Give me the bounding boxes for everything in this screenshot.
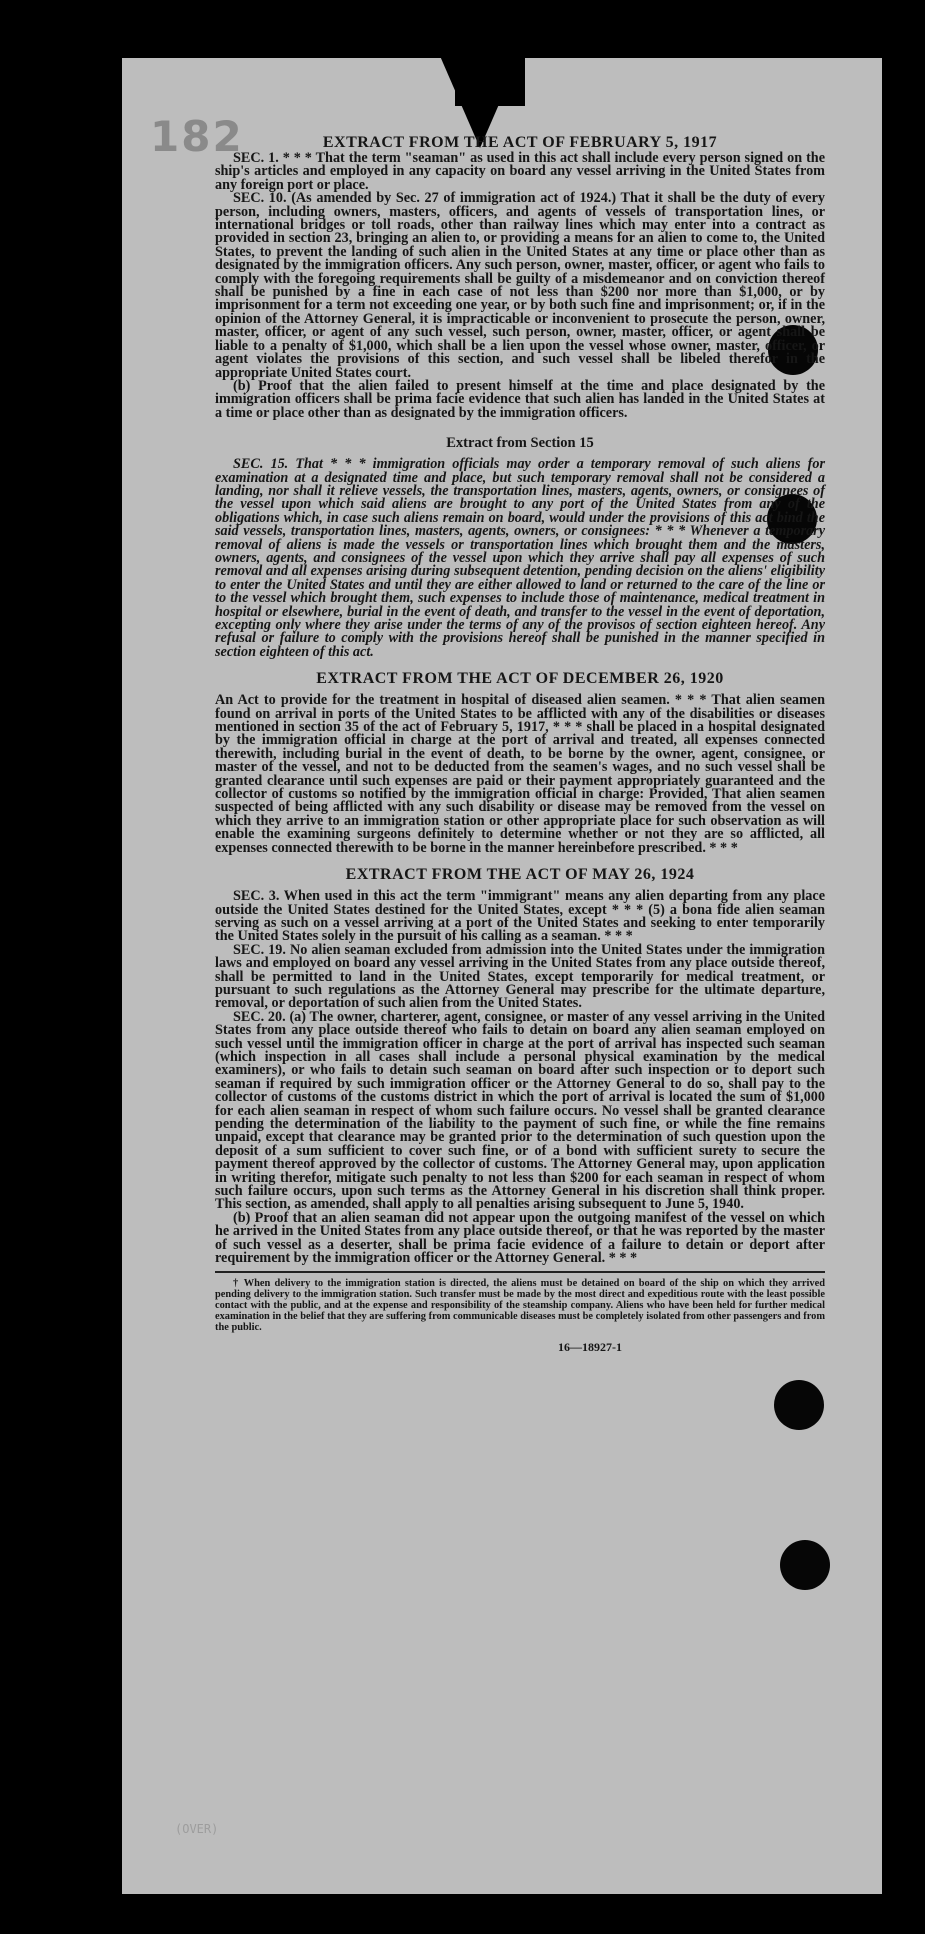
- heading-act-1917: EXTRACT FROM THE ACT OF FEBRUARY 5, 1917: [322, 134, 718, 151]
- sec-20-b: (b) Proof that an alien seaman did not appear upon the outgoing manifest of the vessel on which he arrived in the United States from any place outside thereof, or that he was reported by the master of such vessel as a deserter, shall be prima facie evidence of a failure to detain or deport after requirement by the immigration officer or the Attorney General. * * *: [215, 1209, 825, 1267]
- heading-act-1924: EXTRACT FROM THE ACT OF MAY 26, 1924: [345, 866, 695, 884]
- sec-20-a: SEC. 20. (a) The owner, charterer, agent, consignee, or master of any vessel arriving in the United States from any place outside thereof who fails to detain on board any alien seaman employed on such vessel until the immigration officer in charge at the port of arrival has inspected such seaman (which inspection in all cases shall include a personal physical examination by the medical examiners), or who fails to detain such seaman on board after such inspection or to deport such seaman if required by such immigration officer or the Attorney General to do so, shall pay to the collector of customs of the customs district in which the port of arrival is located the sum of $1,000 for each alien seaman in respect of whom such failure occurs. No vessel shall be granted clearance pending the determination of the liability to the payment of such fine, or while the fine remains unpaid, except that clearance may be granted prior to the determination of such question upon the deposit of a sum sufficient to cover such fine, or of a bond with sufficient surety to secure the payment thereof approved by the collector of customs. The Attorney General may, upon application in writing therefor, mitigate such penalty to not less than $200 for each seaman in respect of whom such failure occurs, upon such terms as the Attorney General in his discretion shall think proper. This section, as amended, shall apply to all penalties arising subsequent to June 5, 1940.: [215, 1008, 825, 1213]
- sec-1: SEC. 1. * * * That the term "seaman" as used in this act shall include every person signed on the ship's articles and employed in any capacity on board any vessel arriving in the United States from any foreign port or place.: [215, 150, 825, 193]
- footnote-divider: [215, 1271, 825, 1273]
- sec-15: SEC. 15. That * * * immigration officials may order a temporary removal of such aliens for examination at a designated time and place, but such temporary removal shall not be considered a landing, nor shall it relieve vessels, the transportation lines, masters, agents, owners, or consignees of the vessel upon which said aliens are brought to any port of the United States from any of the obligations which, in case such aliens remain on board, would under the provisions of this act bind the said vessels, transportation lines, masters, agents, owners, or consignees: * * * Whenever a temporary removal of aliens is made the vessels or transportation lines which brought them and the masters, owners, agents, and consignees of the vessel upon which they arrive shall pay all expenses of such removal and all expenses arising during subsequent detention, pending decision on the aliens' eligibility to enter the United States and until they are either allowed to land or returned to the care of the line or to the vessel which brought them, such expenses to include those of maintenance, medical treatment in hospital or elsewhere, burial in the event of death, and transfer to the vessel in the event of deportation, excepting only where they arise under the terms of any of the provisos of section eighteen hereof. Any refusal or failure to comply with the provisions hereof shall be punished in the manner specified in section eighteen of this act.: [215, 456, 825, 660]
- sec-19: SEC. 19. No alien seaman excluded from admission into the United States under the immigration laws and employed on board any vessel arriving in the United States from any place outside thereof, shall be permitted to land in the United States, except temporarily for medical treatment, or pursuant to such regulations as the Attorney General may prescribe for the ultimate departure, removal, or deportation of such alien from the United States.: [215, 941, 825, 1012]
- torn-corner-fill: [455, 56, 525, 106]
- heading-section-15: Extract from Section 15: [446, 435, 594, 452]
- sec-10-b: (b) Proof that the alien failed to present himself at the time and place designated by the immigration officers shall be prima facie evidence that such alien has landed in the United States at a time or place other than as designated by the immigration officers.: [215, 377, 825, 421]
- back-label: (OVER): [175, 1822, 219, 1836]
- document-text: [215, 133, 825, 1355]
- form-number: 16—18927-1: [558, 1340, 622, 1355]
- stamp-number: 182: [150, 112, 244, 161]
- act-1920-text: An Act to provide for the treatment in hospital of diseased alien seamen. * * * That alien seamen found on arrival in ports of the United States to be afflicted with any of the disabilities or diseases mentioned in section 35 of the act of February 5, 1917, * * * shall be placed in a hospital designated by the immigration official in charge at the port of arrival and treated, all expenses connected therewith, including burial in the event of death, to be borne by the owner, agent, consignee, or master of the vessel, and not to be deducted from the seamen's wages, and no such vessel shall be granted clearance until such expenses are paid or their payment appropriately guaranteed and the collector of customs so notified by the immigration official in charge: Provided, That alien seamen suspected of being afflicted with any such disability or disease may be removed from the vessel on which they arrive to an immigration station or other appropriate place for such observation as will enable the examining surgeons definitely to determine whether or not they are so afflicted, all expenses connected therewith to be borne in the manner hereinbefore prescribed. * * *: [215, 692, 825, 856]
- punch-hole: [780, 1540, 830, 1590]
- heading-act-1920: EXTRACT FROM THE ACT OF DECEMBER 26, 1920: [316, 670, 724, 688]
- sec-3: SEC. 3. When used in this act the term "immigrant" means any alien departing from any place outside the United States destined for the United States, except * * * (5) a bona fide alien seaman serving as such on a vessel arriving at a port of the United States and seeking to enter temporarily the United States solely in the pursuit of his calling as a seaman. * * *: [215, 888, 825, 945]
- sec-10: SEC. 10. (As amended by Sec. 27 of immigration act of 1924.) That it shall be the duty of every person, including owners, masters, officers, and agents of vessels of transportation lines, or international bridges or toll roads, other than railway lines which may enter into a contract as provided in section 23, bringing an alien to, or providing a means for an alien to come to, the United States, to prevent the landing of such alien in the United States at any time or place other than as designated by the immigration officers. Any such person, owner, master, officer, or agent who fails to comply with the foregoing requirements shall be guilty of a misdemeanor and on conviction thereof shall be punished by a fine in each case of not less than $200 nor more than $1,000, or by imprisonment for a term not exceeding one year, or by both such fine and imprisonment; or, if in the opinion of the Attorney General, it is impracticable or inconvenient to prosecute the person, owner, master, officer, or agent of any such vessel, such person, owner, master, officer, or agent shall be liable to a penalty of $1,000, which shall be a lien upon the vessel whose owner, master, officer, or agent violates the provisions of this section, and such vessel shall be libeled therefor in the appropriate United States court.: [215, 190, 825, 381]
- footnote: † When delivery to the immigration station is directed, the aliens must be detained on board of the ship on which they arrived pending delivery to the immigration station. Such transfer must be made by the most direct and expeditious route with the least possible contact with the public, and at the expense and responsibility of the steamship company. Aliens who have been held for further medical examination in the belief that they are suffering from communicable diseases must be completely isolated from other passengers and from the public.: [215, 1278, 825, 1334]
- punch-hole: [774, 1380, 824, 1430]
